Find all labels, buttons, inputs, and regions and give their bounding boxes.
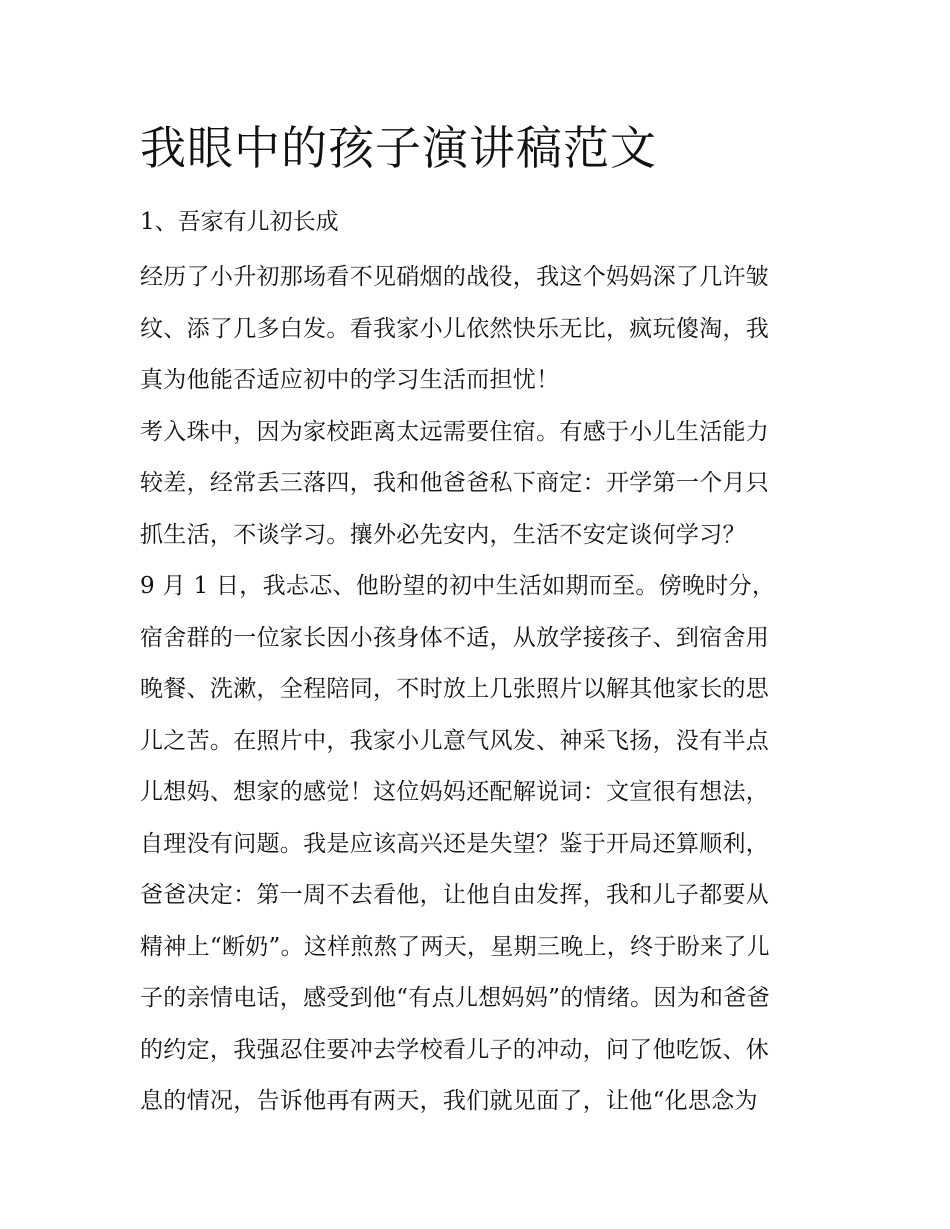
text-line: 经历了小升初那场看不见硝烟的战役，我这个妈妈深了几许皱 (140, 264, 770, 290)
text-line: 息的情况，告诉他再有两天，我们就见面了，让他“化思念为 (140, 1088, 758, 1114)
text-line: 宿舍群的一位家长因小孩身体不适，从放学接孩子、到宿舍用 (140, 624, 770, 651)
text-line: 儿之苦。在照片中，我家小儿意气风发、神采飞扬，没有半点 (140, 727, 770, 754)
text-line: 纹、添了几多白发。看我家小儿依然快乐无比，疯玩傻淘，我 (140, 315, 770, 342)
text-line: 晚餐、洗漱，全程陪同，不时放上几张照片以解其他家长的思 (140, 676, 770, 702)
text-line: 儿想妈、想家的感觉！这位妈妈还配解说词：文宣很有想法， (140, 779, 770, 805)
text-line: 子的亲情电话，感受到他“有点儿想妈妈”的情绪。因为和爸爸 (140, 985, 770, 1011)
text-line: 自理没有问题。我是应该高兴还是失望？鉴于开局还算顺利， (140, 830, 770, 857)
section-heading: 1、吾家有儿初长成 (140, 209, 339, 235)
body-text (140, 252, 820, 1128)
text-line: 考入珠中，因为家校距离太远需要住宿。有感于小儿生活能力 (140, 418, 770, 445)
text-line: 精神上“断奶”。这样煎熬了两天，星期三晚上，终于盼来了儿 (140, 933, 770, 960)
text-line: 的约定，我强忍住要冲去学校看儿子的冲动，问了他吃饭、休 (140, 1036, 770, 1063)
text-line: 爸爸决定：第一周不去看他，让他自由发挥，我和儿子都要从 (140, 882, 770, 908)
text-line: 真为他能否适应初中的学习生活而担忧！ (140, 367, 560, 393)
text-line: 较差，经常丢三落四，我和他爸爸私下商定：开学第一个月只 (140, 470, 770, 496)
document-title: 我眼中的孩子演讲稿范文 (140, 121, 657, 175)
text-line: 抓生活，不谈学习。攘外必先安内，生活不安定谈何学习？ (140, 521, 746, 548)
text-line: 9 月 1 日，我忐忑、他盼望的初中生活如期而至。傍晚时分， (140, 573, 776, 599)
